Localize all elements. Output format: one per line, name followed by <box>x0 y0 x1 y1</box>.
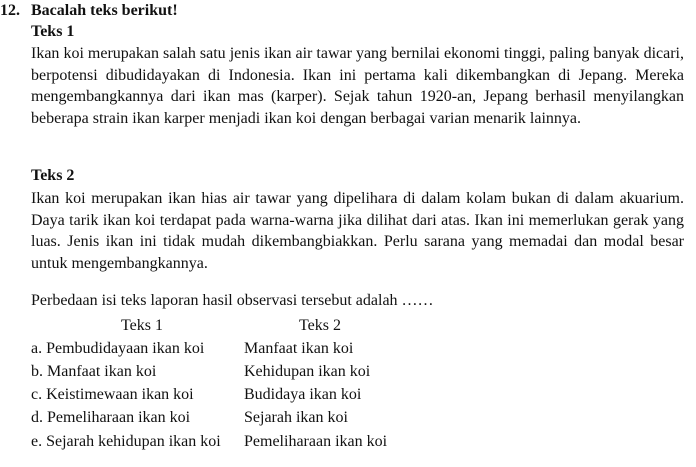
option-a-text2: Manfaat ikan koi <box>244 340 354 357</box>
option-a-text1: a. Pembudidayaan ikan koi <box>31 340 205 357</box>
option-e-text1: e. Sejarah kehidupan ikan koi <box>31 433 221 450</box>
option-c-text1: c. Keistimewaan ikan koi <box>31 386 194 403</box>
column-header-text1: Teks 1 <box>121 317 163 334</box>
question-number: 12. <box>0 2 20 19</box>
text2-heading: Teks 2 <box>31 167 75 184</box>
text2-body: Ikan koi merupakan ikan hias air tawar yang dipelihara di dalam kolam bukan di dalam akuarium. Daya tarik ikan koi terdapat pada warna-warna jika dilihat dari atas. Ikan ini memerlukan gerak yang luas. Jenis ikan ini tidak mudah dikembangbiakkan. Perlu sarana yang memadai dan modal besar untuk mengembangkannya. <box>31 190 684 272</box>
text1-body: Ikan koi merupakan salah satu jenis ikan air tawar yang bernilai ekonomi tinggi, paling banyak dicari, berpotensi dibudidayakan di Indonesia. Ikan ini pertama kali dikembangkan di Jepang. Mereka mengembangkannya dari ikan mas (karper). Sejak tahun 1920-an, Jepang berhasil menyilangkan beberapa strain ikan karper menjadi ikan koi dengan berbagai varian menarik lainnya. <box>31 45 684 127</box>
option-e-text2: Pemeliharaan ikan koi <box>244 433 388 450</box>
column-header-text2: Teks 2 <box>299 317 341 334</box>
option-d-text2: Sejarah ikan koi <box>244 409 348 426</box>
question-prompt: Perbedaan isi teks laporan hasil observasi tersebut adalah …… <box>31 292 434 309</box>
question-instruction: Bacalah teks berikut! <box>31 2 178 19</box>
option-c-text2: Budidaya ikan koi <box>244 386 362 403</box>
text1-heading: Teks 1 <box>31 23 75 40</box>
option-b-text1: b. Manfaat ikan koi <box>31 363 157 380</box>
option-b-text2: Kehidupan ikan koi <box>244 363 371 380</box>
option-d-text1: d. Pemeliharaan ikan koi <box>31 409 191 426</box>
